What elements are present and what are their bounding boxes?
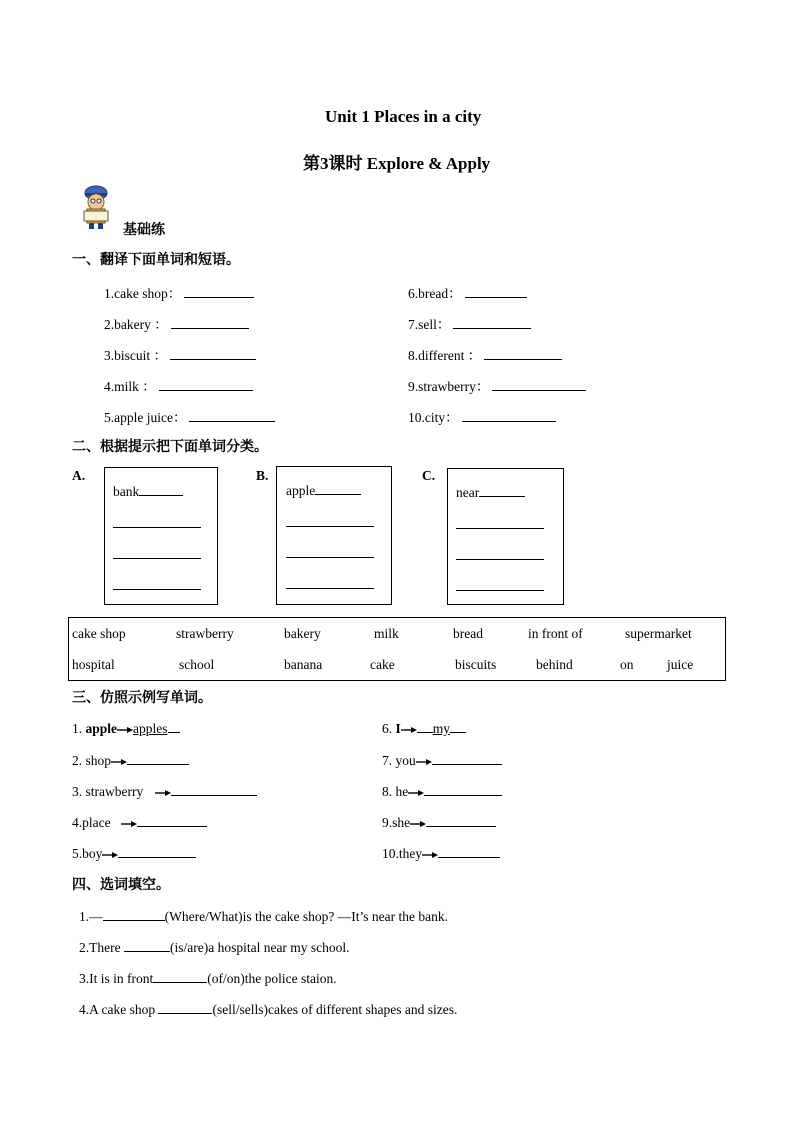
arrow-right-icon <box>117 726 133 734</box>
arrow-right-icon <box>410 820 426 828</box>
section3-heading: 三、仿照示例写单词。 <box>72 690 212 706</box>
s3-item-1-answer: apples <box>133 721 168 736</box>
group-a-example-word: bank <box>113 484 140 499</box>
s1-item-2-label: 2.bakery ： <box>104 317 168 332</box>
answer-blank[interactable] <box>417 719 433 733</box>
arrow-right-icon <box>111 758 127 766</box>
s1-item-9-label: 9.strawberry： <box>408 379 490 394</box>
answer-blank[interactable] <box>137 813 207 827</box>
group-a-example <box>113 482 183 500</box>
group-b-example <box>286 481 361 499</box>
answer-blank[interactable] <box>124 938 170 952</box>
answer-blank[interactable] <box>159 377 253 391</box>
s3-item-1 <box>72 719 180 737</box>
word-bank-word: in front of <box>528 626 583 641</box>
answer-blank[interactable] <box>426 813 496 827</box>
s1-item-6 <box>408 282 527 302</box>
answer-line[interactable] <box>286 557 374 558</box>
s1-item-4-label: 4.milk ： <box>104 379 156 394</box>
s1-item-5 <box>104 406 275 426</box>
arrow-right-icon <box>416 758 432 766</box>
s3-item-5-word: 5.boy <box>72 846 103 861</box>
s3-item-4 <box>72 813 207 831</box>
section1-heading: 一、翻译下面单词和短语。 <box>72 252 240 268</box>
s4-item-2-prefix: 2.There <box>79 940 124 955</box>
s1-item-7-label: 7.sell： <box>408 317 451 332</box>
s4-item-3 <box>79 969 337 987</box>
s1-item-9 <box>408 375 586 395</box>
group-b-example-word: apple <box>286 483 316 498</box>
answer-line[interactable] <box>286 588 374 589</box>
word-bank-word: milk <box>374 626 399 641</box>
answer-blank[interactable] <box>184 284 254 298</box>
s1-item-1 <box>104 282 254 302</box>
answer-blank[interactable] <box>189 408 275 422</box>
word-bank-word: strawberry <box>176 626 234 641</box>
s4-item-4 <box>79 1000 457 1018</box>
word-bank-word: hospital <box>72 657 115 672</box>
answer-blank[interactable] <box>158 1000 212 1014</box>
arrow-right-icon <box>102 851 118 859</box>
s3-item-8 <box>382 782 502 800</box>
answer-line[interactable] <box>113 527 201 528</box>
word-bank-word: school <box>179 657 215 672</box>
group-b-label: B. <box>256 468 269 483</box>
s1-item-3-label: 3.biscuit ： <box>104 348 167 363</box>
answer-blank[interactable] <box>168 719 180 733</box>
word-bank-word: bread <box>453 626 483 641</box>
page-subtitle: 第3课时 Explore & Apply <box>303 154 491 173</box>
word-bank-word: juice <box>667 657 694 672</box>
answer-blank[interactable] <box>450 719 466 733</box>
s1-item-10-label: 10.city： <box>408 410 459 425</box>
s4-item-4-text: (sell/sells)cakes of different shapes and sizes. <box>212 1002 458 1017</box>
answer-blank[interactable] <box>127 751 189 765</box>
s1-item-5-label: 5.apple juice： <box>104 410 187 425</box>
s3-item-3-word: 3. strawberry <box>72 784 144 799</box>
answer-blank[interactable] <box>492 377 586 391</box>
s3-item-9-word: 9.she <box>382 815 411 830</box>
answer-blank[interactable] <box>484 346 562 360</box>
answer-blank[interactable] <box>139 482 183 496</box>
s4-item-2 <box>79 938 350 956</box>
s4-item-1-prefix: 1.— <box>79 909 103 924</box>
basic-practice-label: 基础练 <box>123 222 165 238</box>
answer-line[interactable] <box>456 590 544 591</box>
word-bank-word: cake <box>370 657 395 672</box>
group-c-example <box>456 483 525 501</box>
page-title: Unit 1 Places in a city <box>325 107 482 126</box>
s3-item-2 <box>72 751 189 769</box>
answer-line[interactable] <box>113 589 201 590</box>
s3-item-3 <box>72 782 257 800</box>
word-bank-word: cake shop <box>72 626 126 641</box>
s4-item-1-text: (Where/What)is the cake shop? —It’s near the bank. <box>164 909 449 924</box>
s4-item-3-prefix: 3.It is in front <box>79 971 154 986</box>
answer-blank[interactable] <box>153 969 207 983</box>
group-c-example-word: near <box>456 485 480 500</box>
answer-blank[interactable] <box>171 315 249 329</box>
s1-item-1-label: 1.cake shop： <box>104 286 182 301</box>
group-c-label: C. <box>422 468 436 483</box>
s4-item-1 <box>79 907 448 925</box>
answer-blank[interactable] <box>479 483 525 497</box>
word-bank-word: behind <box>536 657 573 672</box>
s1-item-3 <box>104 344 256 364</box>
s3-item-10 <box>382 844 500 862</box>
answer-line[interactable] <box>456 559 544 560</box>
arrow-right-icon <box>155 789 171 797</box>
answer-blank[interactable] <box>315 481 361 495</box>
s1-item-8-label: 8.different ： <box>408 348 482 363</box>
s3-item-10-word: 10.they <box>382 846 423 861</box>
s1-item-7 <box>408 313 531 333</box>
s1-item-10 <box>408 406 556 426</box>
answer-blank[interactable] <box>171 782 257 796</box>
s3-item-7-word: 7. you <box>382 753 416 768</box>
s4-item-4-prefix: 4.A cake shop <box>79 1002 159 1017</box>
answer-blank[interactable] <box>103 907 165 921</box>
s3-item-6-number: 6. <box>382 721 393 736</box>
answer-line[interactable] <box>456 528 544 529</box>
s3-item-7 <box>382 751 502 769</box>
answer-blank[interactable] <box>465 284 527 298</box>
answer-blank[interactable] <box>432 751 502 765</box>
s4-item-2-text: (is/are)a hospital near my school. <box>169 940 350 955</box>
answer-blank[interactable] <box>462 408 556 422</box>
group-a-label: A. <box>72 468 86 483</box>
s3-item-6-answer: my <box>432 721 451 736</box>
arrow-right-icon <box>121 820 137 828</box>
s1-item-8 <box>408 344 562 364</box>
section2-heading: 二、根据提示把下面单词分类。 <box>72 439 268 455</box>
word-bank-word: on <box>620 657 634 672</box>
s3-item-1-number: 1. <box>72 721 83 736</box>
answer-line[interactable] <box>113 558 201 559</box>
arrow-right-icon <box>401 726 417 734</box>
s1-item-2 <box>104 313 249 333</box>
s3-item-4-word: 4.place <box>72 815 111 830</box>
s3-item-1-word: apple <box>85 721 118 736</box>
s3-item-2-word: 2. shop <box>72 753 112 768</box>
answer-blank[interactable] <box>118 844 196 858</box>
word-bank-word: supermarket <box>625 626 692 641</box>
s3-item-6-word: I <box>395 721 401 736</box>
word-bank-word: banana <box>284 657 323 672</box>
s3-item-9 <box>382 813 496 831</box>
answer-blank[interactable] <box>424 782 502 796</box>
s1-item-4 <box>104 375 253 395</box>
answer-blank[interactable] <box>170 346 256 360</box>
reading-student-icon <box>78 184 114 230</box>
arrow-right-icon <box>422 851 438 859</box>
word-bank-word: bakery <box>284 626 321 641</box>
word-bank-word: biscuits <box>455 657 497 672</box>
arrow-right-icon <box>408 789 424 797</box>
s3-item-8-word: 8. he <box>382 784 409 799</box>
s3-item-5 <box>72 844 196 862</box>
answer-blank[interactable] <box>453 315 531 329</box>
answer-line[interactable] <box>286 526 374 527</box>
section4-heading: 四、选词填空。 <box>72 877 170 893</box>
answer-blank[interactable] <box>438 844 500 858</box>
s3-item-6 <box>382 719 466 737</box>
s1-item-6-label: 6.bread： <box>408 286 462 301</box>
s4-item-3-text: (of/on)the police staion. <box>207 971 337 986</box>
